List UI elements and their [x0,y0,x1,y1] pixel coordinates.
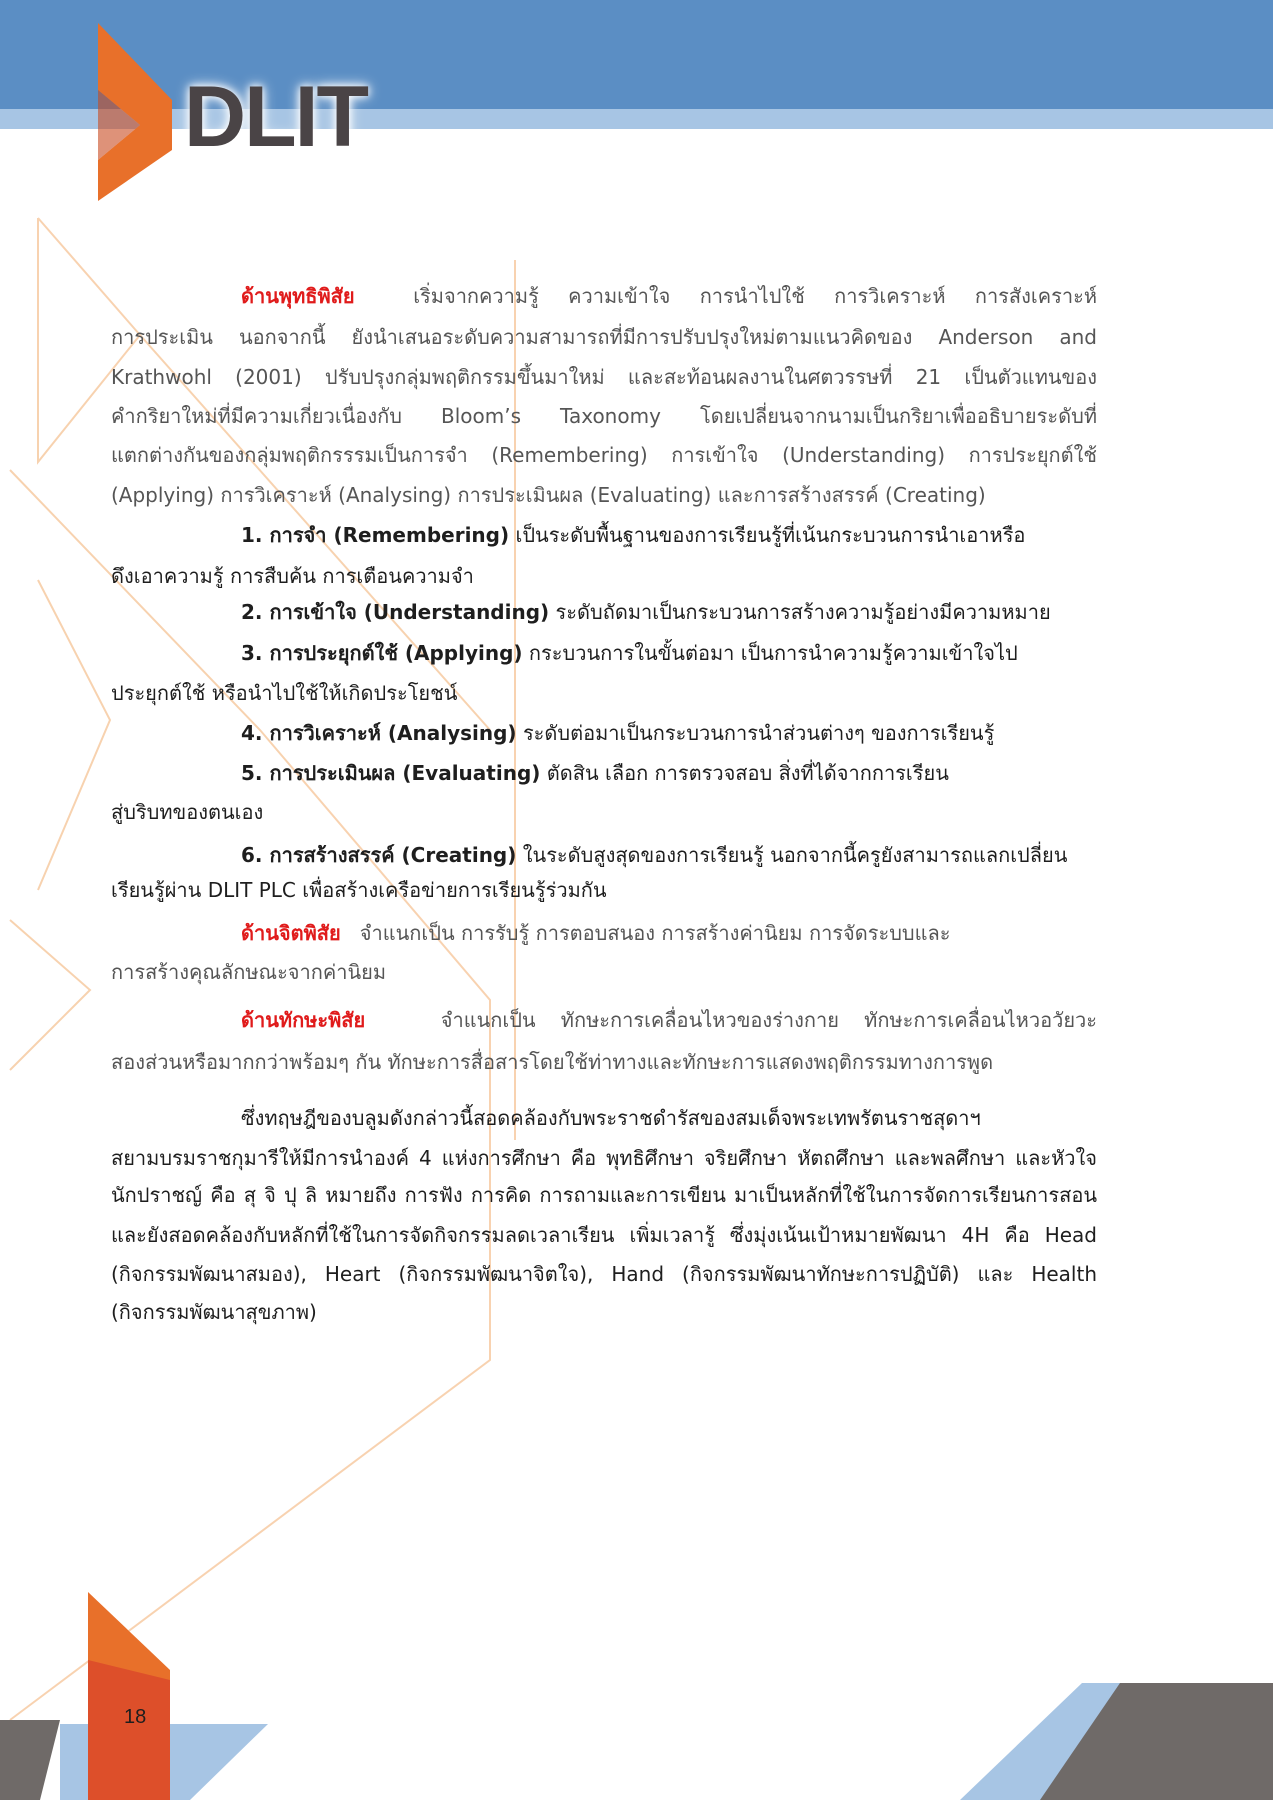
level-item-cont: ดึงเอาความรู้ การสืบค้น การเตือนความจำ [111,564,474,588]
level-text: เป็นระดับพื้นฐานของการเรียนรู้ที่เน้นกระบวนการนำเอาหรือ [515,523,1026,547]
paragraph-line: ซึ่งทฤษฎีของบลูมดังกล่าวนี้สอดคล้องกับพระราชดำรัสของสมเด็จพระเทพรัตนราชสุดาฯ [241,1106,981,1130]
level-item-cont: ประยุกต์ใช้ หรือนำไปใช้ให้เกิดประโยชน์ [111,681,458,705]
level-item-cont: เรียนรู้ผ่าน DLIT PLC เพื่อสร้างเครือข่ายการเรียนรู้ร่วมกัน [111,878,607,902]
paragraph-line: (กิจกรรมพัฒนาสมอง), Heart (กิจกรรมพัฒนาจิตใจ), Hand (กิจกรรมพัฒนาทักษะการปฏิบัติ) และ Health [111,1262,1097,1286]
level-title: 4. การวิเคราะห์ (Analysing) [241,721,517,745]
text: เริ่มจากความรู้ ความเข้าใจ การนำไปใช้ การวิเคราะห์ การสังเคราะห์ [413,284,1097,308]
level-title: 1. การจำ (Remembering) [241,523,510,547]
paragraph-line: การสร้างคุณลักษณะจากค่านิยม [111,960,387,984]
section-heading-psychomotor: ด้านทักษะพิสัย [241,1008,366,1032]
level-item [241,633,1097,673]
paragraph-line: Krathwohl (2001) ปรับปรุงกลุ่มพฤติกรรมขึ้นมาใหม่ และสะท้อนผลงานในศตวรรษที่ 21 เป็นตัวแทนของ [111,365,1097,389]
level-item [241,753,1097,793]
paragraph-line: นักปราชญ์ คือ สุ จิ ปุ ลิ หมายถึง การฟัง การคิด การถามและการเขียน มาเป็นหลักที่ใช้ในการจัดการเรียนการสอน [111,1183,1097,1207]
level-title: 5. การประเมินผล (Evaluating) [241,761,541,785]
page-number: 18 [124,1706,147,1728]
paragraph-line: (กิจกรรมพัฒนาสุขภาพ) [111,1300,317,1324]
section-heading-affective: ด้านจิตพิสัย [241,921,341,945]
paragraph-line [241,276,1097,316]
dlit-logo: DLIT [184,69,368,165]
paragraph-line: แตกต่างกันของกลุ่มพฤติกรรรมเป็นการจำ (Remembering) การเข้าใจ (Understanding) การประยุกต์ใช้ [111,443,1097,467]
level-item [241,835,1097,875]
level-text: ในระดับสูงสุดของการเรียนรู้ นอกจากนี้ครูยังสามารถแลกเปลี่ยน [522,843,1068,867]
level-text: ตัดสิน เลือก การตรวจสอบ สิ่งที่ได้จากการเรียน [546,761,949,785]
level-text: กระบวนการในขั้นต่อมา เป็นการนำความรู้ความเข้าใจไป [528,641,1018,665]
level-title: 6. การสร้างสรรค์ (Creating) [241,843,517,867]
paragraph-line: (Applying) การวิเคราะห์ (Analysing) การประเมินผล (Evaluating) และการสร้างสรรค์ (Creating) [111,483,986,507]
level-title: 2. การเข้าใจ (Understanding) [241,600,550,624]
paragraph-line: การประเมิน นอกจากนี้ ยังนำเสนอระดับความสามารถที่มีการปรับปรุงใหม่ตามแนวคิดของ Anderson and [111,325,1097,349]
level-item [241,592,1097,632]
paragraph-line [241,1000,1097,1040]
section-heading-cognitive: ด้านพุทธิพิสัย [241,284,355,308]
paragraph-line: สองส่วนหรือมากกว่าพร้อมๆ กัน ทักษะการสื่อสารโดยใช้ท่าทางและทักษะการแสดงพฤติกรรมทางการพูด [111,1050,994,1074]
level-item [241,515,1097,555]
level-text: ระดับต่อมาเป็นกระบวนการนำส่วนต่างๆ ของการเรียนรู้ [522,721,995,745]
paragraph-line: คำกริยาใหม่ที่มีความเกี่ยวเนื่องกับ Bloom’s Taxonomy โดยเปลี่ยนจากนามเป็นกริยาเพื่ออธิบายระดับที่ [111,404,1097,428]
footer-decoration [0,1592,1273,1800]
level-title: 3. การประยุกต์ใช้ (Applying) [241,641,523,665]
paragraph-line: สยามบรมราชกุมารีให้มีการนำองค์ 4 แห่งการศึกษา คือ พุทธิศึกษา จริยศึกษา หัตถศึกษา และพลศึกษา และหัวใจ [111,1146,1097,1170]
level-item-cont: สู่บริบทของตนเอง [111,800,264,824]
paragraph-line: และยังสอดคล้องกับหลักที่ใช้ในการจัดกิจกรรมลดเวลาเรียน เพิ่มเวลารู้ ซึ่งมุ่งเน้นเป้าหมายพัฒนา 4H คือ Head [111,1223,1097,1247]
level-text: ระดับถัดมาเป็นกระบวนการสร้างความรู้อย่างมีความหมาย [555,600,1051,624]
logo-mark-icon [98,23,172,201]
text: จำแนกเป็น ทักษะการเคลื่อนไหวของร่างกาย ทักษะการเคลื่อนไหวอวัยวะ [440,1008,1097,1032]
paragraph-line [241,913,1097,953]
text: จำแนกเป็น การรับรู้ การตอบสนอง การสร้างค่านิยม การจัดระบบและ [359,921,951,945]
level-item [241,713,1097,753]
